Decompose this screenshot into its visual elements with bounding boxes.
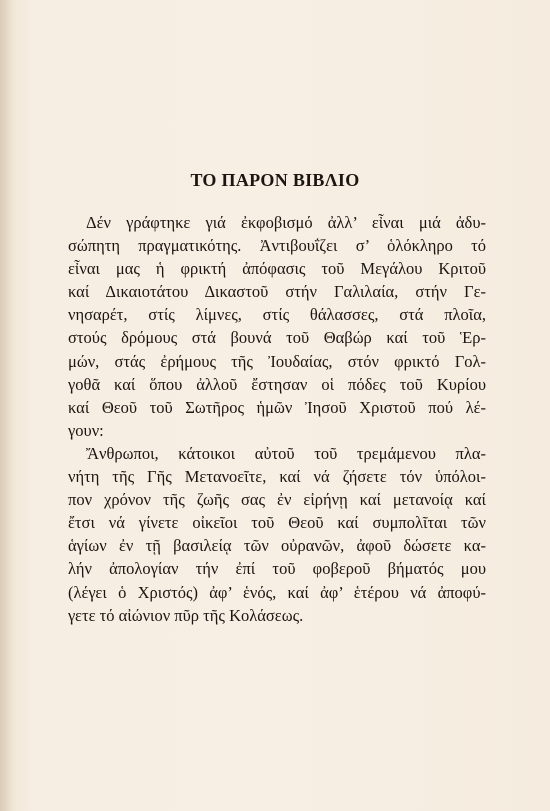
text-line: σώπητη πραγματικότης. Ἀντιβουΐζει σ’ ὁλόκληρο τό	[68, 236, 486, 256]
body-text	[68, 211, 486, 627]
text-line: γουν:	[68, 420, 104, 440]
text-line: γετε τό αἰώνιον πῦρ τῆς Κολάσεως.	[68, 605, 304, 625]
text-line: νησαρέτ, στίς λίμνες, στίς θάλασσες, στά πλοῖα,	[68, 305, 486, 325]
text-line: καί Θεοῦ τοῦ Σωτῆρος ἡμῶν Ἰησοῦ Χριστοῦ πού λέ-	[68, 397, 486, 417]
text-line: εἶναι μας ἡ φρικτή ἀπόφασις τοῦ Μεγάλου Κριτοῦ	[68, 259, 486, 279]
text-line: μών, στάς ἐρήμους τῆς Ἰουδαίας, στόν φρικτό Γολ-	[68, 351, 486, 371]
page-heading: ΤΟ ΠΑΡΟΝ ΒΙΒΛΙΟ	[190, 170, 360, 190]
text-line: ἔτσι νά γίνετε οἰκεῖοι τοῦ Θεοῦ καί συμπολῖται τῶν	[68, 513, 486, 533]
text-line: Δέν γράφτηκε γιά ἐκφοβισμό ἀλλ’ εἶναι μιά ἀδυ-	[86, 213, 486, 232]
text-line: στούς δρόμους στά βουνά τοῦ Θαβώρ καί τοῦ Ἑρ-	[68, 328, 486, 348]
text-line: (λέγει ὁ Χριστός) ἀφ’ ἑνός, καί ἀφ’ ἑτέρου νά ἀποφύ-	[68, 582, 486, 602]
text-line: γοθᾶ καί ὅπου ἀλλοῦ ἔστησαν οἱ πόδες τοῦ Κυρίου	[68, 374, 486, 394]
text-line: καί Δικαιοτάτου Δικαστοῦ στήν Γαλιλαία, στήν Γε-	[68, 282, 486, 302]
text-line: Ἄνθρωποι, κάτοικοι αὐτοῦ τοῦ τρεμάμενου πλα-	[86, 443, 486, 463]
spine-shadow	[0, 0, 14, 811]
text-line: λήν ἀπολογίαν τήν ἐπί τοῦ φοβεροῦ βήματός μου	[68, 559, 486, 579]
text-line: νήτη τῆς Γῆς Μετανοεῖτε, καί νά ζήσετε τόν ὑπόλοι-	[68, 467, 486, 487]
text-line: ἁγίων ἐν τῇ βασιλείᾳ τῶν οὐρανῶν, ἀφοῦ δώσετε κα-	[68, 536, 486, 556]
text-line: πον χρόνον τῆς ζωῆς σας ἐν εἰρήνῃ καί μετανοίᾳ καί	[68, 490, 486, 510]
